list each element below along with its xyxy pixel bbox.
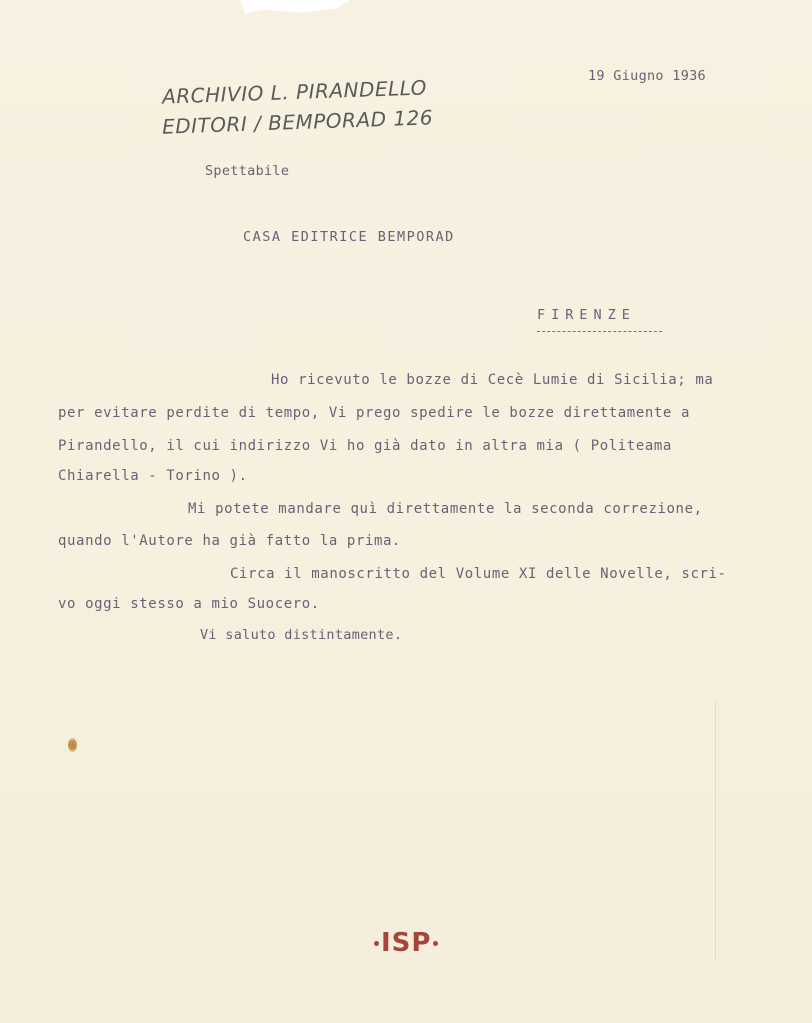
body-line: Pirandello, il cui indirizzo Vi ho già dato in altra mia ( Politeama bbox=[58, 438, 672, 454]
logo-dot-left bbox=[374, 941, 379, 946]
letter-recipient: CASA EDITRICE BEMPORAD bbox=[243, 229, 455, 245]
body-line: Ho ricevuto le bozze di Cecè Lumie di Sicilia; ma bbox=[271, 372, 714, 388]
torn-edge bbox=[240, 0, 350, 14]
body-line: vo oggi stesso a mio Suocero. bbox=[58, 596, 320, 612]
body-line: Mi potete mandare quì direttamente la seconda correzione, bbox=[188, 501, 703, 517]
letter-date: 19 Giugno 1936 bbox=[588, 68, 706, 84]
logo-text: ISP bbox=[381, 928, 432, 958]
letter-city: FIRENZE bbox=[537, 307, 636, 323]
archive-note-line1: ARCHIVIO L. PIRANDELLO bbox=[161, 75, 428, 109]
body-line: Circa il manoscritto del Volume XI delle Novelle, scri- bbox=[230, 566, 727, 582]
letter-closing: Vi saluto distintamente. bbox=[200, 627, 403, 643]
isp-logo bbox=[372, 928, 440, 958]
body-line: quando l'Autore ha già fatto la prima. bbox=[58, 533, 402, 549]
body-line: Chiarella - Torino ). bbox=[58, 468, 248, 484]
city-underline bbox=[537, 331, 662, 332]
faint-watermark bbox=[300, 972, 450, 984]
logo-dot-right bbox=[433, 941, 438, 946]
paper-fold-line bbox=[715, 700, 716, 960]
body-line: per evitare perdite di tempo, Vi prego spedire le bozze direttamente a bbox=[58, 405, 691, 421]
paper-stain bbox=[68, 738, 77, 752]
archive-note-line2: EDITORI / BEMPORAD 126 bbox=[161, 105, 434, 139]
letter-salutation: Spettabile bbox=[205, 163, 290, 179]
faint-watermark-small bbox=[355, 996, 395, 1004]
